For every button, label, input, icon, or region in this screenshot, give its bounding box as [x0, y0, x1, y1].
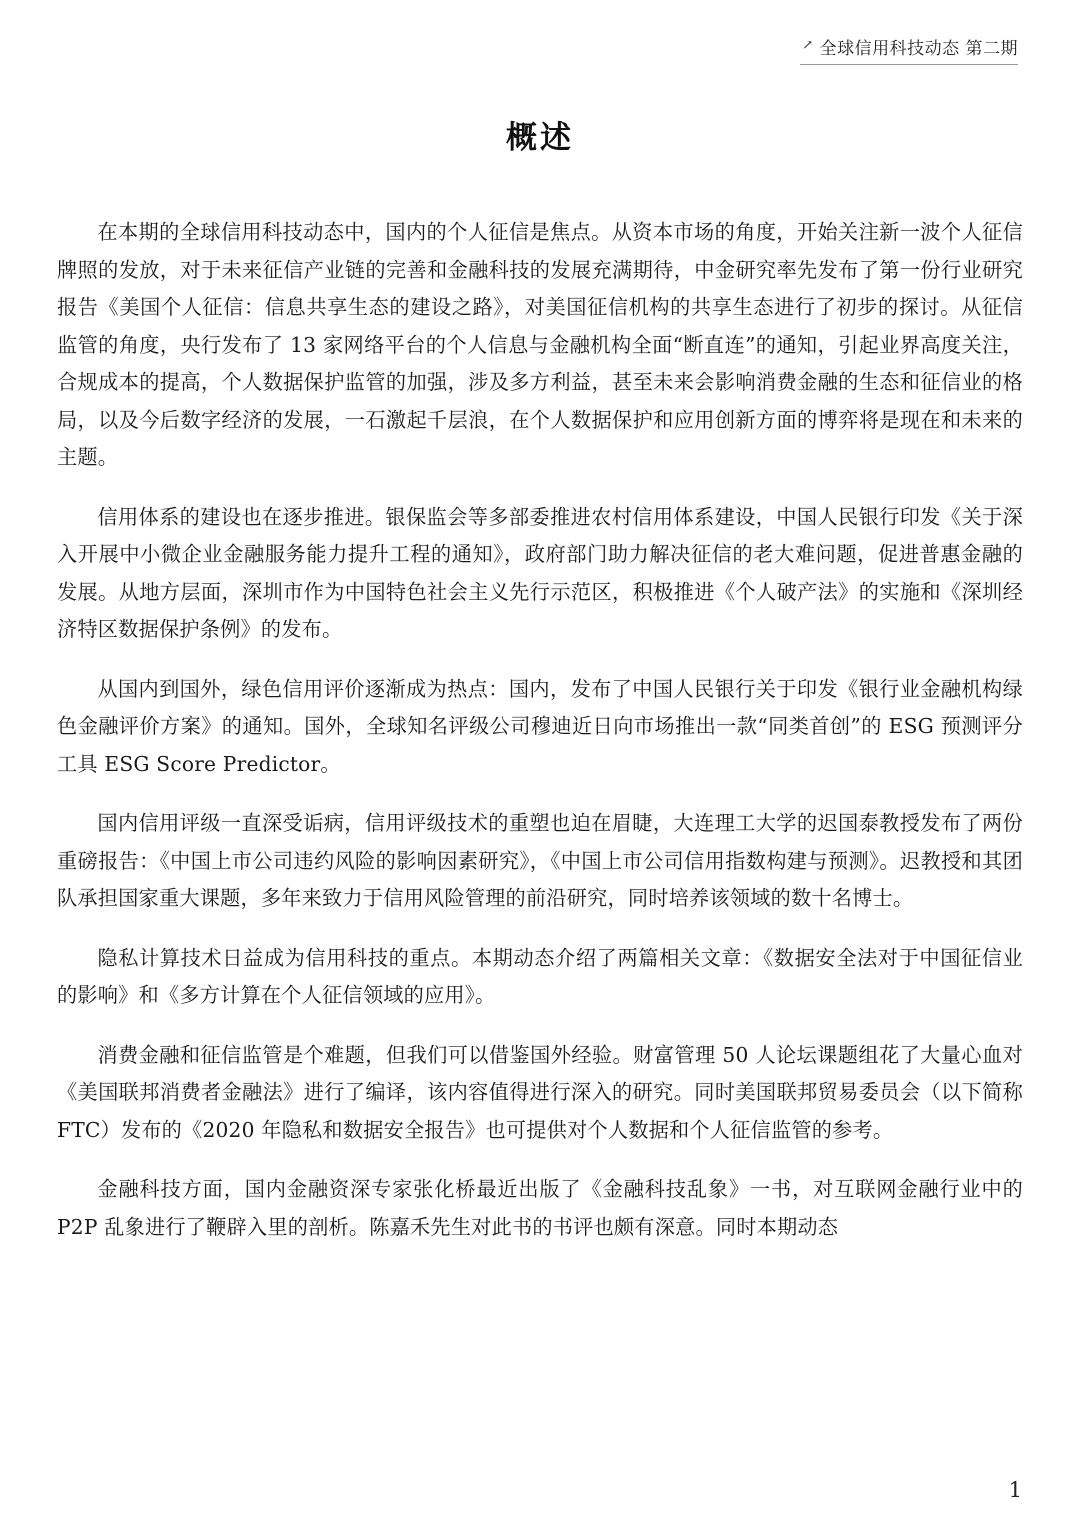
- paragraph: 消费金融和征信监管是个难题，但我们可以借鉴国外经验。财富管理 50 人论坛课题组花了大量心血对《美国联邦消费者金融法》进行了编译，该内容值得进行深入的研究。同时美国联邦贸易委员会（以下简称 FTC）发布的《2020 年隐私和数据安全报告》也可提供对个人数据和个人征信监管的参考。: [57, 1042, 1023, 1142]
- arrow-icon: ↗: [802, 38, 814, 53]
- paragraph: 国内信用评级一直深受诟病，信用评级技术的重塑也迫在眉睫，大连理工大学的迟国泰教授发布了两份重磅报告：《中国上市公司违约风险的影响因素研究》，《中国上市公司信用指数构建与预测》。迟教授和其团队承担国家重大课题，多年来致力于信用风险管理的前沿研究，同时培养该领域的数十名博士。: [57, 811, 1023, 910]
- header-rule: [800, 64, 1018, 65]
- paragraph: 在本期的全球信用科技动态中，国内的个人征信是焦点。从资本市场的角度，开始关注新一波个人征信牌照的发放，对于未来征信产业链的完善和金融科技的发展充满期待，中金研究率先发布了第一份行业研究报告《美国个人征信：信息共享生态的建设之路》，对美国征信机构的共享生态进行了初步的探讨。从征信监管的角度，央行发布了 13 家网络平台的个人信息与金融机构全面“断直连”的通知，引起业界高度关注，合规成本的提高，个人数据保护监管的加强，涉及多方利益，甚至未来会影响消费金融的生态和征信业的格局，以及今后数字经济的发展，一石激起千层浪，在个人数据保护和应用创新方面的博弈将是现在和未来的主题。: [57, 220, 1023, 469]
- paragraph: 信用体系的建设也在逐步推进。银保监会等多部委推进农村信用体系建设，中国人民银行印发《关于深入开展中小微企业金融服务能力提升工程的通知》，政府部门助力解决征信的老大难问题，促进普惠金融的发展。从地方层面，深圳市作为中国特色社会主义先行示范区，积极推进《个人破产法》的实施和《深圳经济特区数据保护条例》的发布。: [57, 504, 1023, 641]
- paragraph: 从国内到国外，绿色信用评价逐渐成为热点：国内，发布了中国人民银行关于印发《银行业金融机构绿色金融评价方案》的通知。国外，全球知名评级公司穆迪近日向市场推出一款“同类首创”的 ESG 预测评分工具 ESG Score Predictor。: [57, 676, 1023, 776]
- paragraph: 金融科技方面，国内金融资深专家张化桥最近出版了《金融科技乱象》一书，对互联网金融行业中的 P2P 乱象进行了鞭辟入里的剖析。陈嘉禾先生对此书的书评也颇有深意。同时本期动态: [57, 1177, 1023, 1239]
- paragraph: 隐私计算技术日益成为信用科技的重点。本期动态介绍了两篇相关文章：《数据安全法对于中国征信业的影响》和《多方计算在个人征信领域的应用》。: [57, 945, 1023, 1007]
- page-title: 概述: [506, 120, 574, 156]
- running-header: [802, 34, 1018, 59]
- running-header-text: 全球信用科技动态 第二期: [819, 39, 1018, 59]
- body-text: [57, 214, 1023, 1268]
- page-number: 1: [1008, 1478, 1022, 1502]
